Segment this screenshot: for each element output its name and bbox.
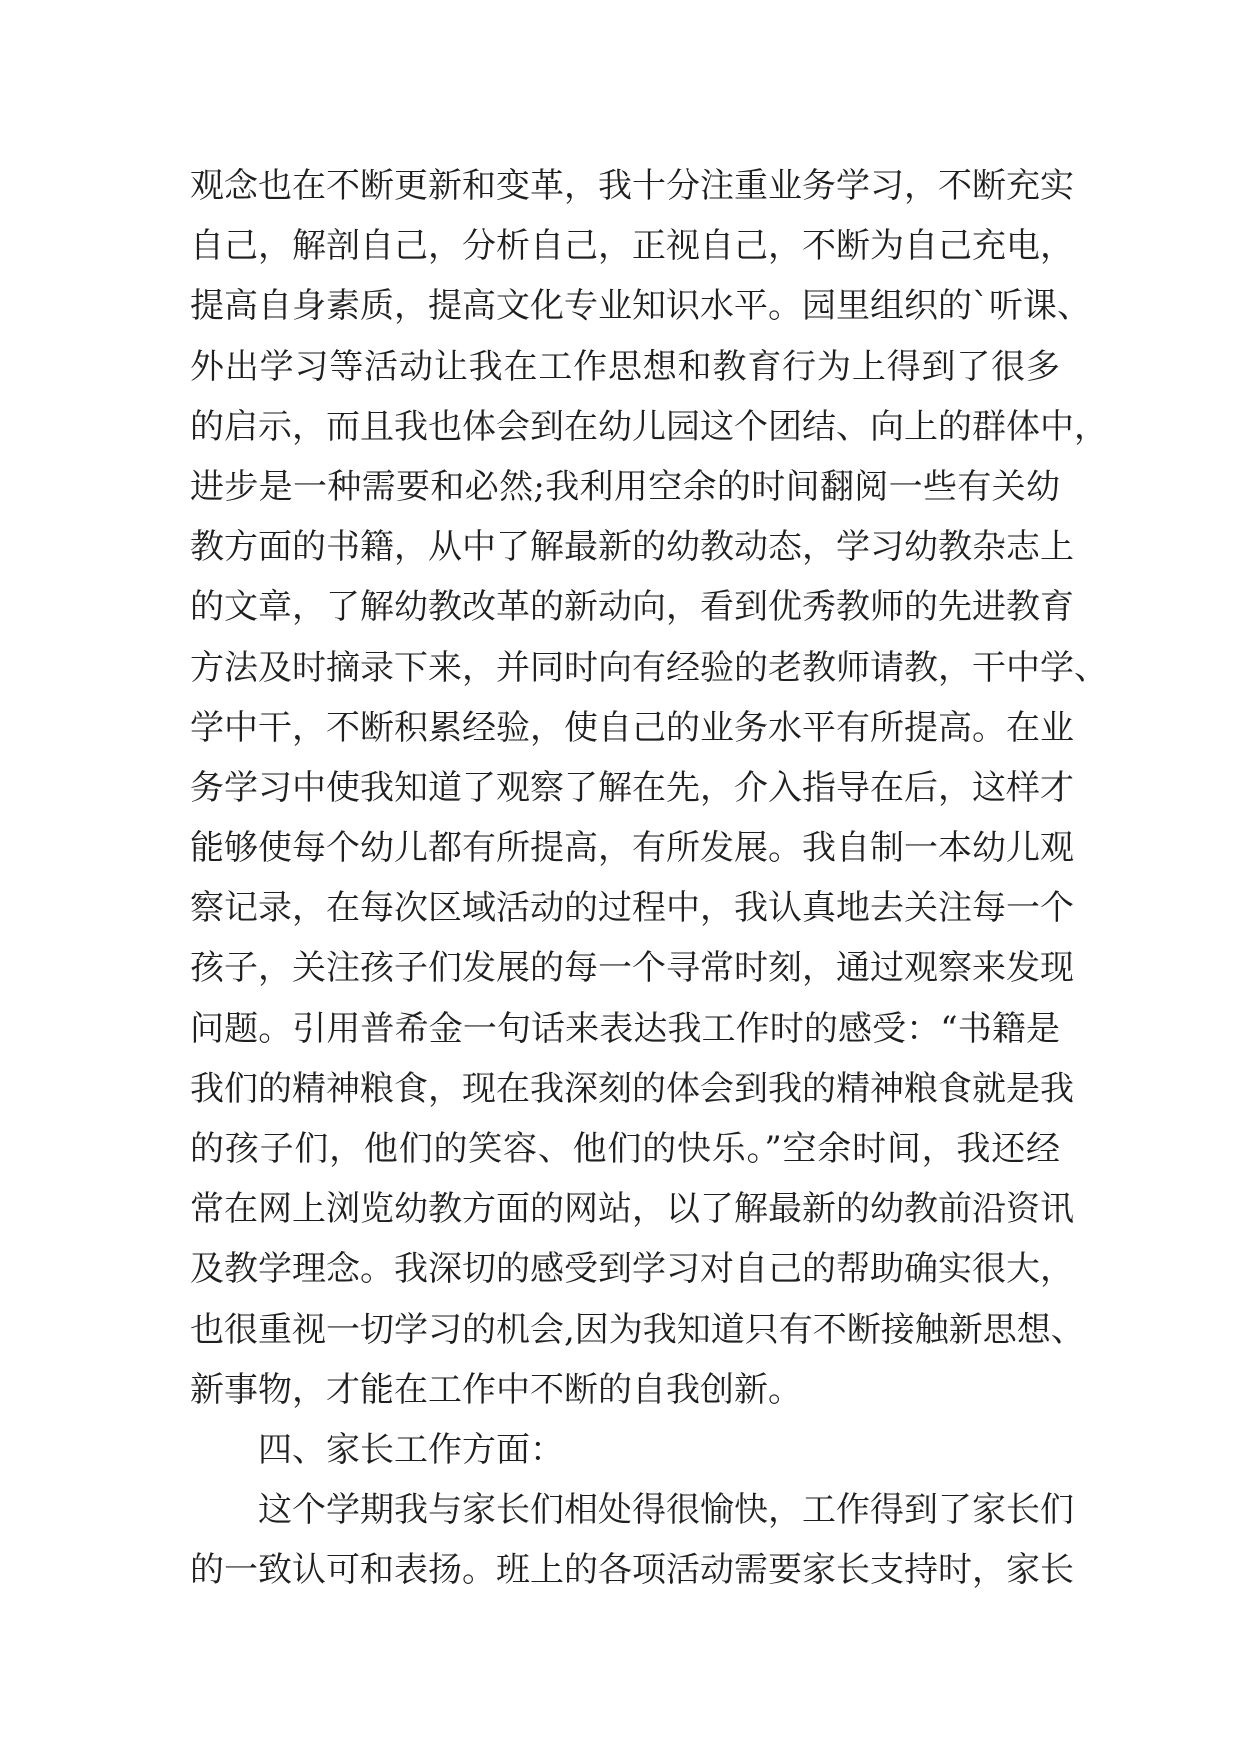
- text-line: 察记录，在每次区域活动的过程中，我认真地去关注每一个: [190, 888, 1074, 929]
- text-line: 的启示，而且我也体会到在幼儿园这个团结、向上的群体中，: [190, 406, 1108, 447]
- text-line: 的文章，了解幼教改革的新动向，看到优秀教师的先进教育: [190, 587, 1074, 628]
- text-line: 孩子，关注孩子们发展的每一个寻常时刻，通过观察来发现: [190, 948, 1074, 989]
- text-line: 这个学期我与家长们相处得很愉快，工作得到了家长们: [258, 1490, 1074, 1531]
- text-line: 新事物，才能在工作中不断的自我创新。: [190, 1369, 802, 1410]
- text-line: 务学习中使我知道了观察了解在先，介入指导在后，这样才: [190, 767, 1074, 808]
- text-line: 进步是一种需要和必然;我利用空余的时间翻阅一些有关幼: [190, 466, 1061, 507]
- text-line: 及教学理念。我深切的感受到学习对自己的帮助确实很大，: [190, 1249, 1074, 1290]
- text-line: 的孩子们，他们的笑容、他们的快乐。”空余时间，我还经: [190, 1129, 1060, 1169]
- text-line: 能够使每个幼儿都有所提高，有所发展。我自制一本幼儿观: [190, 828, 1074, 869]
- section-heading: 四、家长工作方面：: [258, 1429, 564, 1470]
- text-line: 提高自身素质，提高文化专业知识水平。园里组织的`听课、: [190, 286, 1091, 327]
- text-line: 自己，解剖自己，分析自己，正视自己，不断为自己充电，: [190, 226, 1074, 267]
- text-line: 方法及时摘录下来，并同时向有经验的老教师请教，干中学、: [190, 647, 1108, 688]
- text-line: 的一致认可和表扬。班上的各项活动需要家长支持时，家长: [190, 1550, 1074, 1591]
- text-line: 也很重视一切学习的机会,因为我知道只有不断接触新思想、: [190, 1309, 1085, 1350]
- text-line: 观念也在不断更新和变革，我十分注重业务学习，不断充实: [190, 166, 1074, 206]
- document-page: [190, 156, 1108, 1601]
- text-line: 学中干，不断积累经验，使自己的业务水平有所提高。在业: [190, 707, 1074, 748]
- text-line: 外出学习等活动让我在工作思想和教育行为上得到了很多: [190, 346, 1060, 387]
- text-line: 问题。引用普希金一句话来表达我工作时的感受：“书籍是: [190, 1008, 1060, 1049]
- text-line: 常在网上浏览幼教方面的网站，以了解最新的幼教前沿资讯: [190, 1189, 1074, 1230]
- text-line: 教方面的书籍，从中了解最新的幼教动态，学习幼教杂志上: [190, 527, 1074, 568]
- text-line: 我们的精神粮食，现在我深刻的体会到我的精神粮食就是我: [190, 1068, 1074, 1109]
